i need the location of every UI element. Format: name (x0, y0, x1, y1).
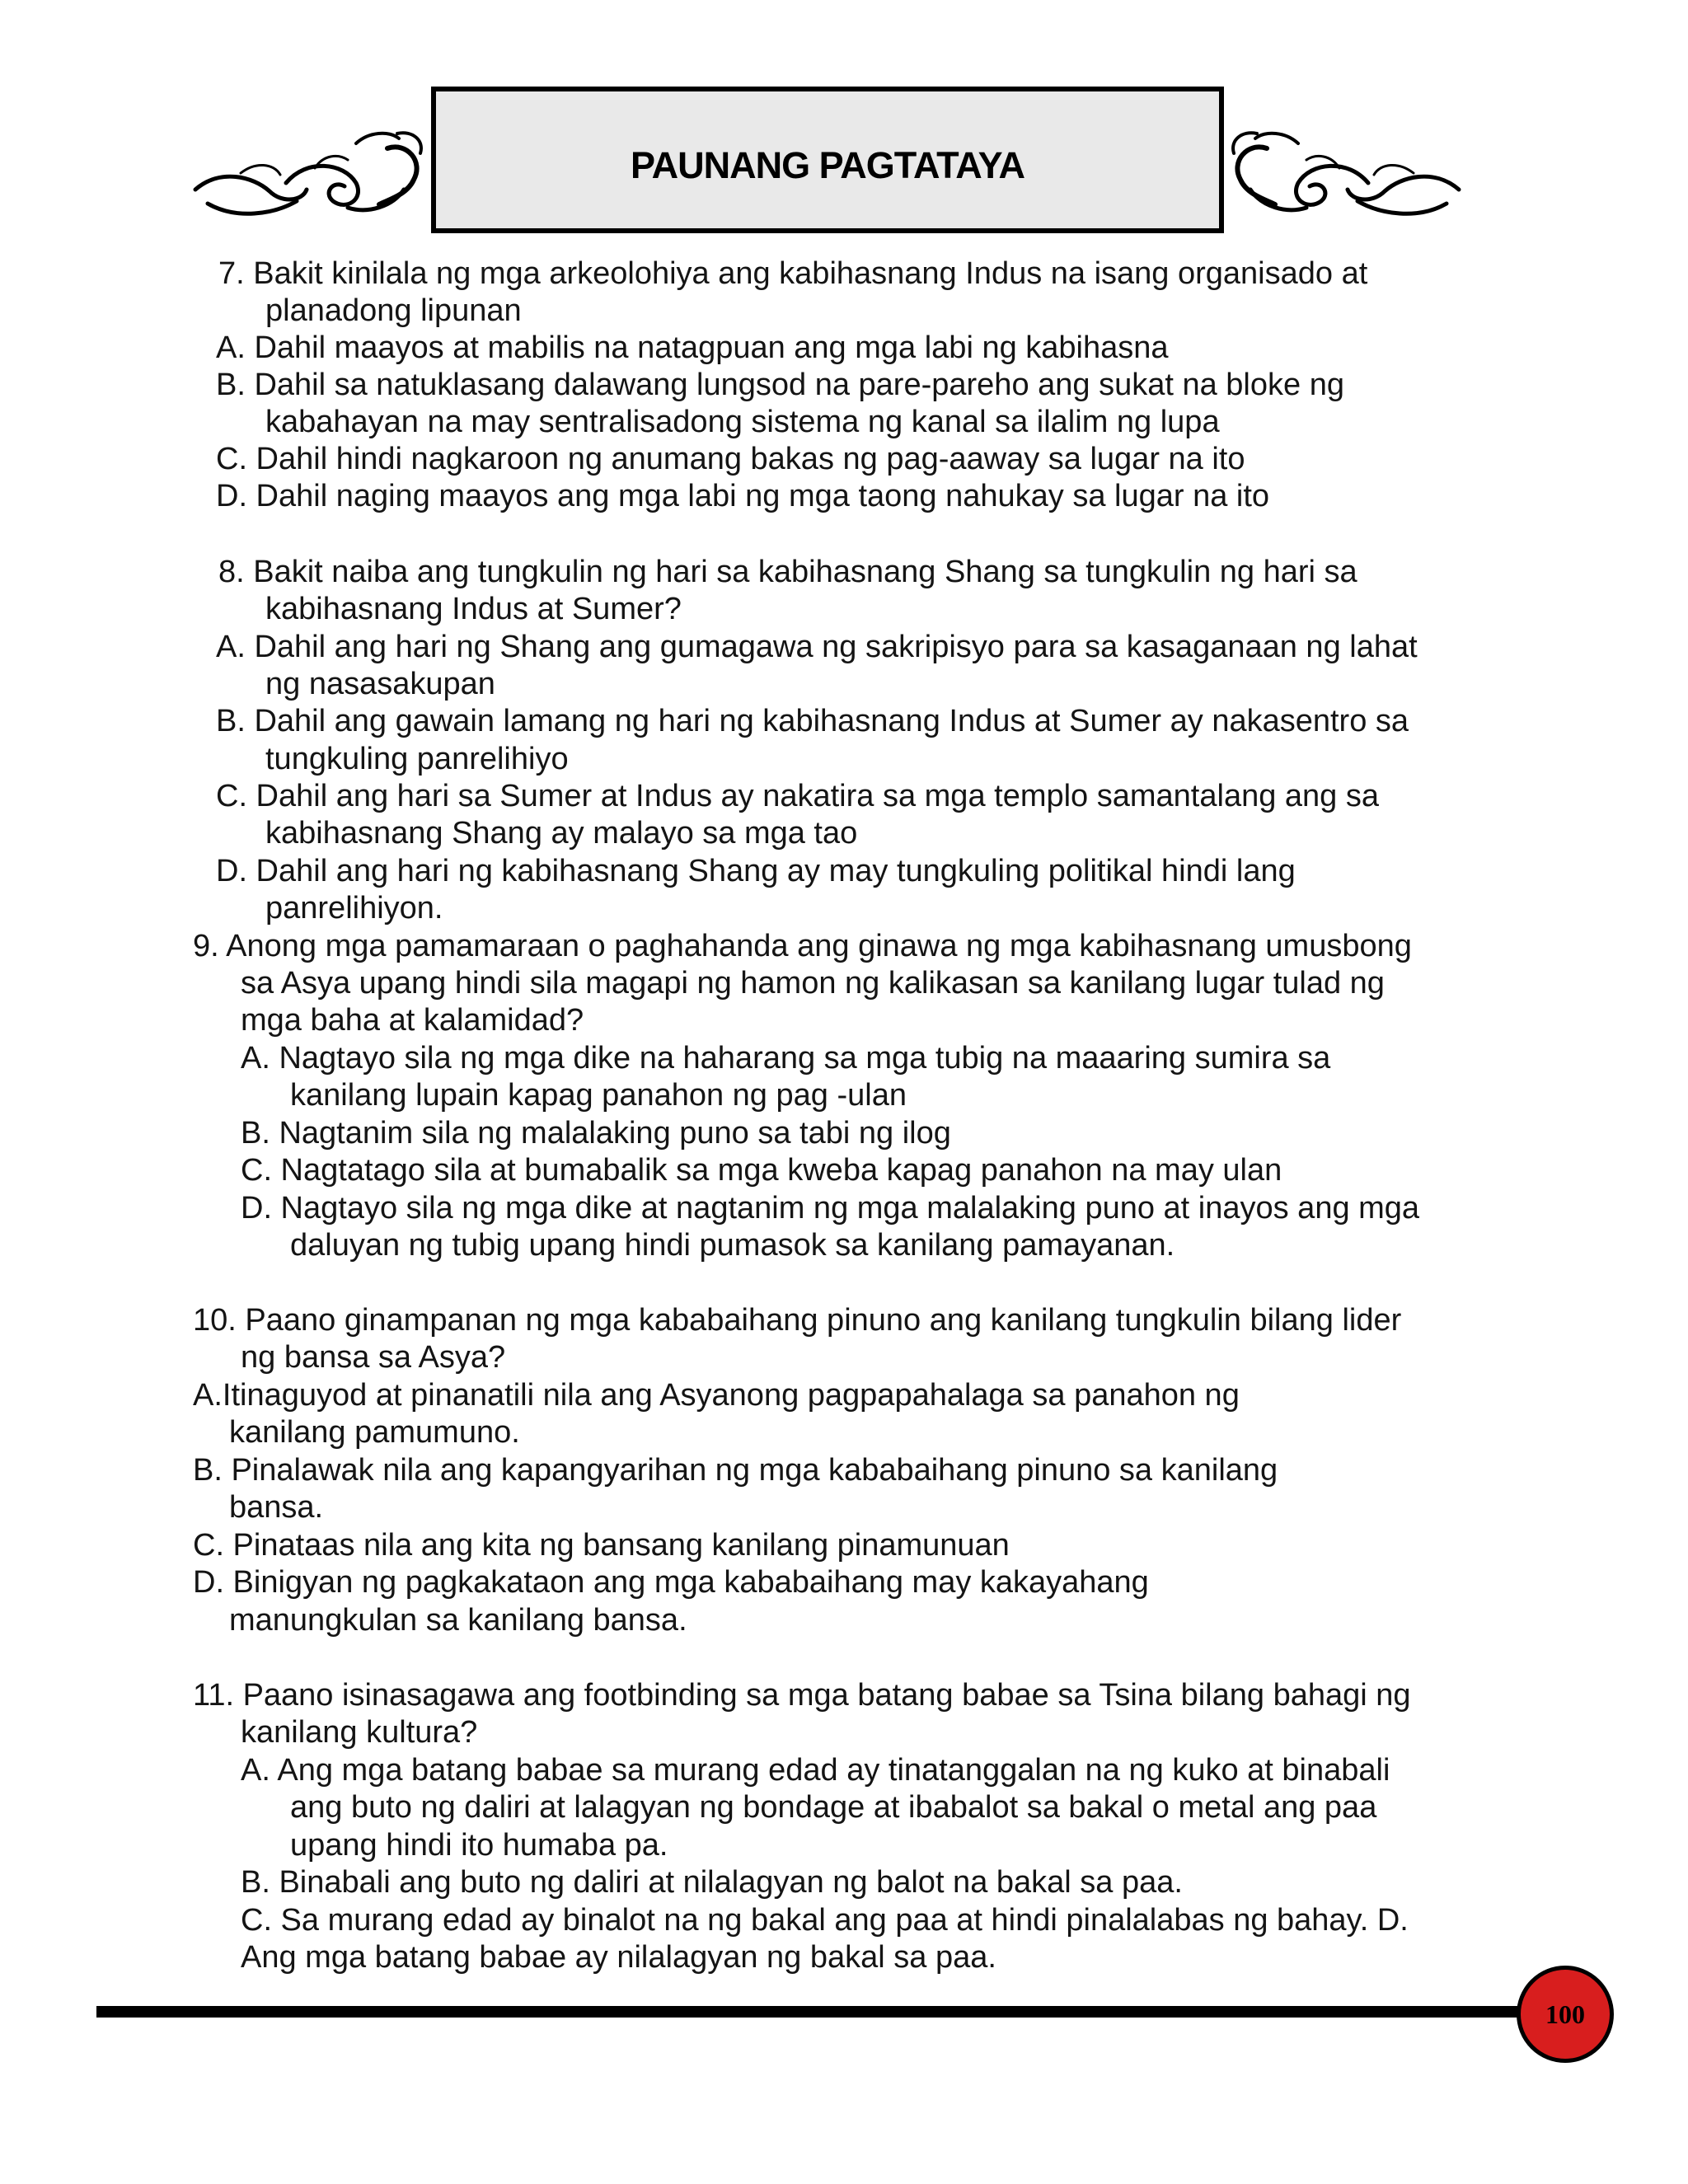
question-8-choice-a: A. Dahil ang hari ng Shang ang gumagawa ng sakripisyo para sa kasaganaan ng lahat (216, 630, 1418, 664)
question-10-choice-a: A.Itinaguyod at pinanatili nila ang Asyanong pagpapahalaga sa panahon ng (193, 1378, 1240, 1413)
question-11-stem: 11. Paano isinasagawa ang footbinding sa mga batang babae sa Tsina bilang bahagi ng (193, 1678, 1411, 1713)
title-box (431, 87, 1224, 233)
question-7-choice-b: B. Dahil sa natuklasang dalawang lungsod na pare-pareho ang sukat na bloke ng (216, 368, 1344, 402)
question-11-choice-a-cont-2: upang hindi ito humaba pa. (290, 1828, 668, 1863)
question-11-stem-cont: kanilang kultura? (241, 1715, 478, 1750)
question-9-choice-d: D. Nagtayo sila ng mga dike at nagtanim ng mga malalaking puno at inayos ang mga (241, 1191, 1420, 1226)
question-8-choice-c-cont: kabihasnang Shang ay malayo sa mga tao (265, 816, 858, 851)
question-10-choice-b: B. Pinalawak nila ang kapangyarihan ng mga kababaihang pinuno sa kanilang (193, 1453, 1278, 1488)
question-11-choice-a: A. Ang mga batang babae sa murang edad ay tinatanggalan na ng kuko at binabali (241, 1753, 1390, 1788)
question-7-stem: 7. Bakit kinilala ng mga arkeolohiya ang kabihasnang Indus na isang organisado at (218, 256, 1368, 291)
question-11-choice-c: C. Sa murang edad ay binalot na ng bakal ang paa at hindi pinalalabas ng bahay. D. (241, 1903, 1409, 1938)
question-8-choice-c: C. Dahil ang hari sa Sumer at Indus ay nakatira sa mga templo samantalang ang sa (216, 779, 1379, 813)
footer-rule (96, 2006, 1535, 2018)
question-8-stem-cont: kabihasnang Indus at Sumer? (265, 592, 682, 626)
question-7-choice-a: A. Dahil maayos at mabilis na natagpuan ang mga labi ng kabihasna (216, 330, 1169, 365)
question-9-stem-cont-2: mga baha at kalamidad? (241, 1003, 584, 1038)
question-11-choice-a-cont: ang buto ng daliri at lalagyan ng bondage at ibabalot sa bakal o metal ang paa (290, 1790, 1377, 1825)
question-10-choice-b-cont: bansa. (229, 1490, 324, 1525)
question-7-choice-d: D. Dahil naging maayos ang mga labi ng mga taong nahukay sa lugar na ito (216, 479, 1270, 513)
question-8-choice-b: B. Dahil ang gawain lamang ng hari ng kabihasnang Indus at Sumer ay nakasentro sa (216, 704, 1409, 738)
question-11-choice-c-cont: Ang mga batang babae ay nilalagyan ng bakal sa paa. (241, 1940, 996, 1975)
question-9-choice-c: C. Nagtatago sila at bumabalik sa mga kweba kapag panahon na may ulan (241, 1153, 1282, 1188)
question-10-choice-d: D. Binigyan ng pagkakataon ang mga kababaihang may kakayahang (193, 1565, 1149, 1600)
question-8-choice-b-cont: tungkuling panrelihiyo (265, 742, 569, 776)
question-7-choice-c: C. Dahil hindi nagkaroon ng anumang bakas ng pag-aaway sa lugar na ito (216, 442, 1245, 476)
question-9-choice-a-cont: kanilang lupain kapag panahon ng pag -ulan (290, 1078, 907, 1113)
page-title: PAUNANG PAGTATAYA (630, 144, 1025, 186)
question-8-choice-d: D. Dahil ang hari ng kabihasnang Shang ay may tungkuling politikal hindi lang (216, 854, 1296, 888)
right-flourish-ornament-icon (1228, 125, 1463, 220)
page-number-badge (1517, 1966, 1614, 2063)
question-9-choice-d-cont: daluyan ng tubig upang hindi pumasok sa kanilang pamayanan. (290, 1228, 1175, 1263)
question-10-stem: 10. Paano ginampanan ng mga kababaihang pinuno ang kanilang tungkulin bilang lider (193, 1303, 1402, 1338)
question-9-choice-a: A. Nagtayo sila ng mga dike na haharang sa mga tubig na maaaring sumira sa (241, 1041, 1331, 1076)
question-7-choice-b-cont: kabahayan na may sentralisadong sistema ng kanal sa ilalim ng lupa (265, 405, 1220, 439)
question-9-choice-b: B. Nagtanim sila ng malalaking puno sa tabi ng ilog (241, 1116, 951, 1151)
question-8-choice-a-cont: ng nasasakupan (265, 667, 495, 701)
question-8-stem: 8. Bakit naiba ang tungkulin ng hari sa kabihasnang Shang sa tungkulin ng hari sa (218, 555, 1357, 589)
question-10-choice-d-cont: manungkulan sa kanilang bansa. (229, 1603, 687, 1638)
question-11-choice-b: B. Binabali ang buto ng daliri at nilalagyan ng balot na bakal sa paa. (241, 1865, 1183, 1900)
question-9-stem-cont: sa Asya upang hindi sila magapi ng hamon ng kalikasan sa kanilang lugar tulad ng (241, 966, 1385, 1001)
left-flourish-ornament-icon (191, 125, 426, 220)
question-8-choice-d-cont: panrelihiyon. (265, 891, 443, 926)
question-10-stem-cont: ng bansa sa Asya? (241, 1340, 506, 1375)
question-10-choice-a-cont: kanilang pamumuno. (229, 1415, 520, 1450)
question-10-choice-c: C. Pinataas nila ang kita ng bansang kanilang pinamunuan (193, 1528, 1010, 1563)
question-9-stem: 9. Anong mga pamamaraan o paghahanda ang ginawa ng mga kabihasnang umusbong (193, 929, 1412, 963)
page-number: 100 (1545, 1999, 1585, 2029)
question-7-stem-cont: planadong lipunan (265, 293, 522, 328)
